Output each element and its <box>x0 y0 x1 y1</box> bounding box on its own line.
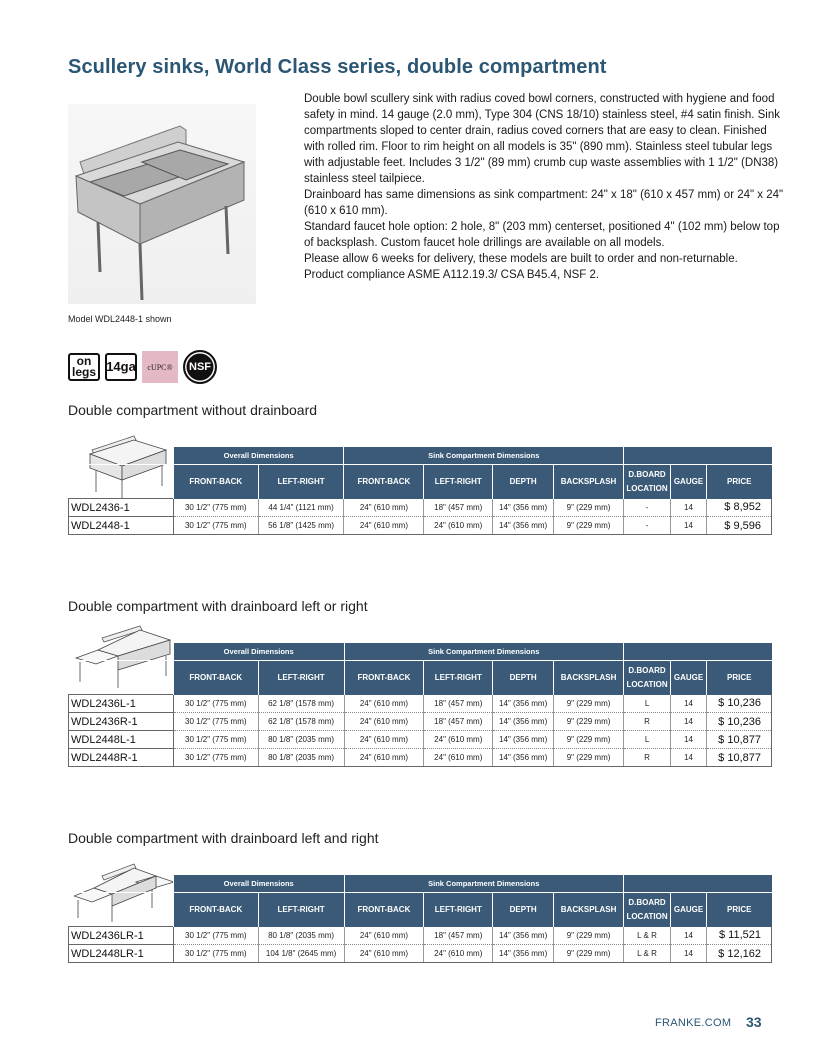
price: $ 10,877 <box>707 749 772 767</box>
col-sink-front-back: FRONT-BACK <box>344 661 424 695</box>
description-paragraph: Drainboard has same dimensions as sink compartment: 24" x 18" (610 x 457 mm) or 24" x 24" (610 x 610 mm). <box>304 189 784 217</box>
col-gauge: GAUGE <box>671 893 707 927</box>
sink-compartment-header: Sink Compartment Dimensions <box>344 447 624 465</box>
depth: 14" (356 mm) <box>493 945 554 963</box>
spec-table <box>68 875 772 963</box>
left-right: 80 1/8" (2035 mm) <box>258 731 344 749</box>
page-number: 33 <box>746 1014 762 1030</box>
col-backsplash: BACKSPLASH <box>554 661 624 695</box>
left-right: 44 1/4" (1121 mm) <box>258 499 344 517</box>
on-legs-badge <box>68 353 100 381</box>
dboard-location: R <box>624 749 671 767</box>
table-row <box>69 499 772 517</box>
sink-front-back: 24" (610 mm) <box>344 695 424 713</box>
col-price: PRICE <box>707 893 772 927</box>
col-depth: DEPTH <box>493 661 554 695</box>
backsplash: 9" (229 mm) <box>554 517 624 535</box>
model-number: WDL2448L-1 <box>69 731 174 749</box>
description-paragraph: Double bowl scullery sink with radius coved bowl corners, constructed with hygiene and food safety in mind. 14 gauge (2.0 mm), Type 304 (CNS 18/10) stainless steel, #4 satin finish. Sink compartments sloped to center drain, radius coved corners that are easy to clean. Finished with rolled rim. Floor to rim height on all models is 35" (890 mm). Stainless steel tubular legs with adjustable feet. Includes 3 1/2" (89 mm) crumb cup waste assemblies with 1 1/2" (DN38) stainless steel tailpiece. <box>304 93 780 185</box>
model-number: WDL2448-1 <box>69 517 174 535</box>
left-right: 104 1/8" (2645 mm) <box>258 945 344 963</box>
col-dboard-line1: D.BOARD <box>628 665 666 675</box>
col-dboard-location <box>624 893 671 927</box>
description-paragraph: Product compliance ASME A112.19.3/ CSA B45.4, NSF 2. <box>304 269 600 281</box>
sink-left-right: 24" (610 mm) <box>424 517 493 535</box>
sink-front-back: 24" (610 mm) <box>344 517 424 535</box>
col-sink-left-right: LEFT-RIGHT <box>424 893 493 927</box>
col-left-right: LEFT-RIGHT <box>258 893 344 927</box>
price: $ 10,877 <box>707 731 772 749</box>
depth: 14" (356 mm) <box>493 731 554 749</box>
product-photo <box>68 104 256 304</box>
col-depth: DEPTH <box>493 465 554 499</box>
sink-front-back: 24" (610 mm) <box>344 713 424 731</box>
gauge: 14 <box>671 517 707 535</box>
overall-dimensions-header: Overall Dimensions <box>173 447 344 465</box>
sink-left-right: 18" (457 mm) <box>424 695 493 713</box>
price: $ 10,236 <box>707 713 772 731</box>
section-title: Double compartment with drainboard left or right <box>68 598 368 614</box>
gauge: 14 <box>671 927 707 945</box>
col-price: PRICE <box>706 465 771 499</box>
on-legs-badge-line2: legs <box>72 365 97 379</box>
col-dboard-location <box>624 465 671 499</box>
gauge-badge <box>105 353 137 381</box>
left-right: 80 1/8" (2035 mm) <box>258 927 344 945</box>
left-right: 62 1/8" (1578 mm) <box>258 695 344 713</box>
sink-compartment-header: Sink Compartment Dimensions <box>344 875 624 893</box>
col-backsplash: BACKSPLASH <box>554 465 624 499</box>
col-backsplash: BACKSPLASH <box>554 893 624 927</box>
sink-front-back: 24" (610 mm) <box>344 731 424 749</box>
model-number: WDL2436R-1 <box>69 713 174 731</box>
gauge: 14 <box>671 731 707 749</box>
table-row <box>69 927 772 945</box>
backsplash: 9" (229 mm) <box>554 499 624 517</box>
model-number: WDL2448LR-1 <box>69 945 174 963</box>
sink-front-back: 24" (610 mm) <box>344 927 424 945</box>
gauge: 14 <box>671 713 707 731</box>
col-sink-front-back: FRONT-BACK <box>344 465 424 499</box>
col-dboard-location <box>624 661 671 695</box>
upc-badge-label: cUPC® <box>147 362 173 372</box>
sink-left-right: 24" (610 mm) <box>424 749 493 767</box>
gauge: 14 <box>671 945 707 963</box>
nsf-badge-label: NSF <box>189 361 211 373</box>
on-legs-badge-line1: on <box>76 354 92 368</box>
backsplash: 9" (229 mm) <box>554 695 624 713</box>
col-depth: DEPTH <box>493 893 554 927</box>
front-back: 30 1/2" (775 mm) <box>173 749 258 767</box>
price: $ 11,521 <box>707 927 772 945</box>
sink-front-back: 24" (610 mm) <box>344 499 424 517</box>
spec-table <box>68 447 772 535</box>
front-back: 30 1/2" (775 mm) <box>173 517 258 535</box>
left-right: 56 1/8" (1425 mm) <box>258 517 344 535</box>
col-front-back: FRONT-BACK <box>173 661 258 695</box>
backsplash: 9" (229 mm) <box>554 927 624 945</box>
certification-badges <box>68 350 217 384</box>
price: $ 9,596 <box>706 517 771 535</box>
front-back: 30 1/2" (775 mm) <box>173 713 258 731</box>
depth: 14" (356 mm) <box>493 695 554 713</box>
table-row <box>69 731 772 749</box>
gauge: 14 <box>671 499 707 517</box>
backsplash: 9" (229 mm) <box>554 731 624 749</box>
dboard-location: R <box>624 713 671 731</box>
dboard-location: - <box>624 499 671 517</box>
depth: 14" (356 mm) <box>493 749 554 767</box>
backsplash: 9" (229 mm) <box>554 749 624 767</box>
section-title: Double compartment without drainboard <box>68 402 318 418</box>
sink-front-back: 24" (610 mm) <box>344 945 424 963</box>
photo-caption: Model WDL2448-1 shown <box>68 314 172 324</box>
price: $ 12,162 <box>707 945 772 963</box>
table-row <box>69 713 772 731</box>
dboard-location: L <box>624 695 671 713</box>
price: $ 8,952 <box>706 499 771 517</box>
sink-left-right: 18" (457 mm) <box>424 713 493 731</box>
model-number: WDL2436L-1 <box>69 695 174 713</box>
front-back: 30 1/2" (775 mm) <box>173 927 258 945</box>
model-number: WDL2436LR-1 <box>69 927 174 945</box>
depth: 14" (356 mm) <box>493 713 554 731</box>
col-dboard-line2: LOCATION <box>626 483 668 493</box>
gauge-badge-label: 14ga <box>106 359 136 374</box>
sink-left-right: 18" (457 mm) <box>424 927 493 945</box>
dboard-location: L & R <box>624 927 671 945</box>
overall-dimensions-header: Overall Dimensions <box>173 875 344 893</box>
col-front-back: FRONT-BACK <box>173 465 258 499</box>
backsplash: 9" (229 mm) <box>554 945 624 963</box>
front-back: 30 1/2" (775 mm) <box>173 945 258 963</box>
col-dboard-line2: LOCATION <box>626 679 668 689</box>
col-dboard-line2: LOCATION <box>626 911 668 921</box>
front-back: 30 1/2" (775 mm) <box>173 695 258 713</box>
sink-front-back: 24" (610 mm) <box>344 749 424 767</box>
upc-badge <box>142 351 178 383</box>
depth: 14" (356 mm) <box>493 499 554 517</box>
table-row <box>69 749 772 767</box>
backsplash: 9" (229 mm) <box>554 713 624 731</box>
col-dboard-line1: D.BOARD <box>628 469 666 479</box>
section-title: Double compartment with drainboard left and right <box>68 830 379 846</box>
gauge: 14 <box>671 749 707 767</box>
depth: 14" (356 mm) <box>493 517 554 535</box>
product-description <box>304 91 784 283</box>
sink-compartment-header: Sink Compartment Dimensions <box>344 643 624 661</box>
table-row <box>69 517 772 535</box>
description-paragraph: Please allow 6 weeks for delivery, these models are built to order and non-returnable. <box>304 253 738 265</box>
sink-left-right: 18" (457 mm) <box>424 499 493 517</box>
footer-brand-link[interactable]: FRANKE.COM <box>655 1017 732 1029</box>
description-paragraph: Standard faucet hole option: 2 hole, 8" (203 mm) centerset, positioned 4" (102 mm) below top of backsplash. Custom faucet hole drillings are available on all models. <box>304 221 780 249</box>
model-number: WDL2436-1 <box>69 499 174 517</box>
gauge: 14 <box>671 695 707 713</box>
col-gauge: GAUGE <box>671 661 707 695</box>
front-back: 30 1/2" (775 mm) <box>173 499 258 517</box>
page-title: Scullery sinks, World Class series, double compartment <box>68 56 607 78</box>
table-row <box>69 695 772 713</box>
table-row <box>69 945 772 963</box>
spec-table <box>68 643 772 767</box>
depth: 14" (356 mm) <box>493 927 554 945</box>
dboard-location: - <box>624 517 671 535</box>
left-right: 80 1/8" (2035 mm) <box>258 749 344 767</box>
col-gauge: GAUGE <box>671 465 707 499</box>
sink-left-right: 24" (610 mm) <box>424 945 493 963</box>
col-dboard-line1: D.BOARD <box>628 897 666 907</box>
col-sink-left-right: LEFT-RIGHT <box>424 661 493 695</box>
col-price: PRICE <box>707 661 772 695</box>
price: $ 10,236 <box>707 695 772 713</box>
col-left-right: LEFT-RIGHT <box>258 661 344 695</box>
front-back: 30 1/2" (775 mm) <box>173 731 258 749</box>
col-sink-left-right: LEFT-RIGHT <box>424 465 493 499</box>
col-front-back: FRONT-BACK <box>173 893 258 927</box>
left-right: 62 1/8" (1578 mm) <box>258 713 344 731</box>
col-left-right: LEFT-RIGHT <box>258 465 344 499</box>
nsf-badge <box>183 350 217 384</box>
sink-left-right: 24" (610 mm) <box>424 731 493 749</box>
overall-dimensions-header: Overall Dimensions <box>173 643 344 661</box>
model-number: WDL2448R-1 <box>69 749 174 767</box>
dboard-location: L <box>624 731 671 749</box>
dboard-location: L & R <box>624 945 671 963</box>
col-sink-front-back: FRONT-BACK <box>344 893 424 927</box>
